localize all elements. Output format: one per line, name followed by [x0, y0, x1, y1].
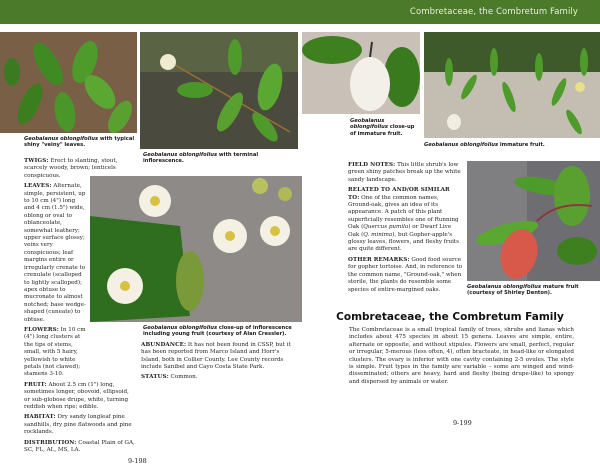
caption-text: mature fruit (courtesy of Shirley Denton). — [467, 284, 579, 297]
species-name: Geobalanus oblongifolius — [143, 152, 218, 158]
other-remarks-section — [348, 257, 463, 294]
related-section — [348, 187, 463, 254]
habitat-label: HABITAT: — [24, 414, 56, 421]
leaves-section — [24, 183, 87, 324]
species-name: Geobalanus oblongifolius — [350, 118, 388, 131]
species-name: Geobalanus oblongifolius — [143, 325, 218, 331]
flowers-section — [24, 327, 87, 379]
related-text: ), but Gopher-apple's glossy leaves, flowers, and fleshy fruits are quite different. — [348, 231, 460, 253]
photo-mature-fruit — [467, 161, 600, 281]
family-description: The Combretaceae is a small tropical family of trees, shrubs and lianas which includes about 475 species in about 15 genera. Leaves are simple, entire, alternate or opposite, and without stipules. Flowers are small, perfect, regular or irregular, 5-merous (less often, 4), often bracteate, in head-like or elongated clusters. The ovary is inferior with one cavity containing 2-5 ovules. The style is simple. Fruit types in the family are variable – some are winged and wind-disseminated; others are heavy, hard and fleshy (being drupe-like) to spongy and dispersed by animals or water. — [349, 327, 574, 385]
caption-text: close-up of immature fruit. — [350, 124, 415, 137]
field-notes-text: This little shrub's low green shiny patches break up the white sandy landscape. — [348, 162, 461, 183]
status-text: Common. — [168, 374, 198, 381]
species-q-minima: Q. minima — [363, 231, 393, 238]
fruit-text: About 2.5 cm (1") long, sometimes longer, obovoid, ellipsoid, or sub-globose drupe, white, turning reddish when ripe; edible. — [24, 381, 129, 410]
abundance-text: It has not been found in CSSP, but it has been reported from Marco Island and Horr's Island, both in Collier County. Lee County records include Sanibel and Cayo Costa State Park. — [141, 341, 291, 371]
flowers-text: In 10 cm (4") long clusters at the tips of stems, small, with 5 hairy, yellowish to white petals (not clawed); stamens 3-10. — [24, 326, 86, 378]
field-notes-label: FIELD NOTES: — [348, 162, 396, 168]
page-number-left: 9-198 — [128, 457, 147, 465]
related-text: ) or Dwarf Live Oak ( — [348, 224, 452, 238]
caption-inflorescence-closeup — [143, 325, 293, 338]
related-text: One of the common names, Ground-oak, gives an idea of its appearance. A patch of this plant superficially resembles one of Running Oak ( — [348, 194, 459, 231]
left-column-narrow — [24, 183, 87, 324]
species-name: Geobalanus oblongifolius — [467, 284, 542, 290]
twigs-label: TWIGS: — [24, 158, 49, 164]
related-label: RELATED TO AND/OR SIMILAR TO: — [348, 187, 450, 201]
caption-leaves — [24, 136, 136, 149]
caption-terminal-inflorescence — [143, 152, 293, 165]
caption-text: with typical shiny "veiny" leaves. — [24, 136, 135, 149]
left-column-lower — [24, 327, 87, 379]
species-quercus-pumila: Quercus pumila — [363, 224, 409, 231]
left-column-mid — [141, 342, 291, 382]
left-column-upper — [24, 158, 136, 180]
caption-immature-closeup — [350, 118, 420, 137]
caption-immature-fruit — [424, 142, 600, 148]
fruit-label: FRUIT: — [24, 381, 47, 388]
flowers-label: FLOWERS: — [24, 326, 59, 333]
right-column-upper — [348, 162, 463, 294]
other-remarks-text: Good food source for gopher tortoise. And, in reference to the common name, "Ground-oak," when sterile, the plants do resemble some species of entire-margined oaks. — [348, 256, 462, 293]
caption-mature-fruit — [467, 284, 600, 297]
caption-text: close-up of inflorescence including young fruit (courtesy of Alan Cressler). — [143, 325, 292, 338]
photo-terminal-inflorescence — [140, 32, 298, 149]
section-heading: Combretaceae, the Combretum Family — [336, 311, 564, 323]
other-remarks-label: OTHER REMARKS: — [348, 256, 410, 263]
distribution-section — [24, 440, 136, 455]
field-notes-section — [348, 162, 463, 184]
running-head: Combretaceae, the Combretum Family — [409, 7, 578, 17]
twigs-section — [24, 158, 136, 180]
photo-immature-fruit — [424, 32, 600, 138]
habitat-section — [24, 414, 136, 436]
distribution-label: DISTRIBUTION: — [24, 439, 77, 446]
leaves-label: LEAVES: — [24, 183, 52, 190]
habitat-text: Dry sandy longleaf pine sandhills, dry pine flatwoods and pine rocklands. — [24, 414, 132, 436]
caption-text: with terminal inflorescence. — [143, 152, 259, 165]
status-label: STATUS: — [141, 374, 169, 381]
fruit-section — [24, 382, 136, 412]
abundance-section — [141, 342, 291, 372]
abundance-label: ABUNDANCE: — [141, 341, 187, 348]
header-bar — [0, 0, 600, 24]
caption-text: immature fruit. — [498, 142, 545, 148]
leaves-text: Alternate, simple, persistent, up to 10 cm (4") long and 4 cm (1.5") wide, oblong or oval to oblanceolate, somewhat leathery; upper surface glossy; veins very conspicuous; leaf margins entire or irregularly crenate to crenulate (scalloped to lightly scalloped); apex obtuse to mucronate to almost notched; base wedge-shaped (cuneate) to obtuse. — [24, 183, 86, 323]
page-number-right: 9-199 — [453, 419, 472, 427]
status-section — [141, 374, 291, 381]
photo-inflorescence-closeup — [90, 176, 302, 322]
species-name: Geobalanus oblongifolius — [424, 142, 499, 148]
photo-leaves — [0, 32, 137, 133]
photo-immature-closeup — [302, 32, 420, 114]
species-name: Geobalanus oblongifolius — [24, 136, 99, 142]
left-column-bottom — [24, 382, 136, 455]
twigs-text: Erect to slanting, stout, scarcely woody, brown; lenticels conspicuous. — [24, 158, 118, 179]
distribution-text: Coastal Plain of GA, SC, FL, AL, MS, LA. — [24, 439, 135, 454]
